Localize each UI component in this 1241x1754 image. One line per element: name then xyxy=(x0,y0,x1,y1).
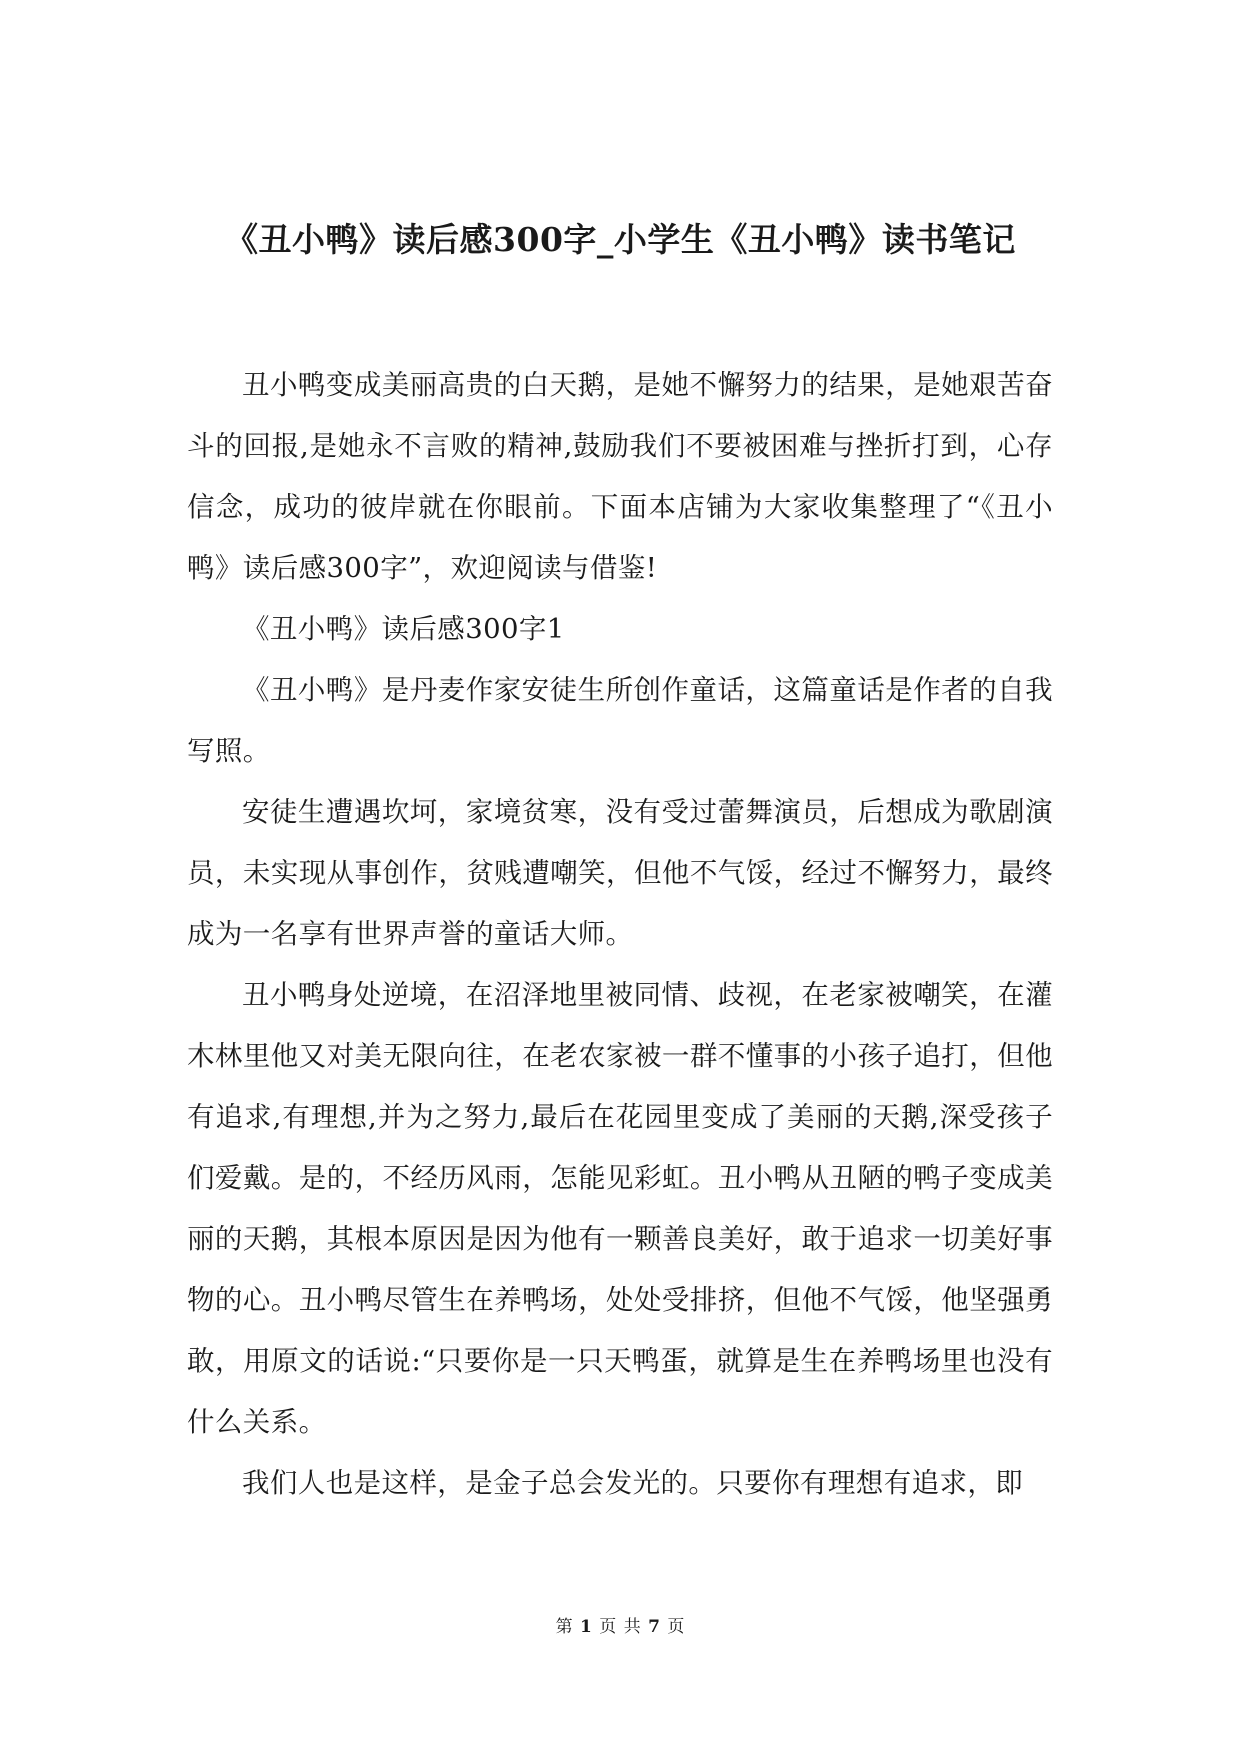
paragraph-lesson: 我们人也是这样，是金子总会发光的。只要你有理想有追求，即 xyxy=(242,1467,1024,1499)
footer-prefix: 第 xyxy=(555,1617,574,1637)
paragraph-about-author: 《丑小鸭》是丹麦作家安徒生所创作童话，这篇童话是作者的自我写照。 xyxy=(187,674,1053,767)
footer-middle: 页 共 xyxy=(599,1617,642,1637)
paragraph-author-life: 安徒生遭遇坎坷，家境贫寒，没有受过蕾舞演员，后想成为歌剧演员，未实现从事创作，贫贱遭嘲笑，但他不气馁，经过不懈努力，最终成为一名享有世界声誉的童话大师。 xyxy=(187,796,1053,950)
paragraph-duckling-story: 丑小鸭身处逆境，在沼泽地里被同情、歧视，在老家被嘲笑，在灌木林里他又对美无限向往，在老农家被一群不懂事的小孩子追打，但他有追求,有理想,并为之努力,最后在花园里变成了美丽的天鹅,深受孩子们爱戴。是的，不经历风雨，怎能见彩虹。丑小鸭从丑陋的鸭子变成美丽的天鹅，其根本原因是因为他有一颗善良美好，敢于追求一切美好事物的心。丑小鸭尽管生在养鸭场，处处受排挤，但他不气馁，他坚强勇敢，用原文的话说:“只要你是一只天鸭蛋，就算是生在养鸭场里也没有什么关系。 xyxy=(187,979,1053,1438)
document-body xyxy=(187,355,1053,1514)
document-title: 《丑小鸭》读后感300字_小学生《丑小鸭》读书笔记 xyxy=(225,220,1016,259)
footer-suffix: 页 xyxy=(667,1617,686,1637)
current-page-number: 1 xyxy=(580,1617,593,1637)
page-footer xyxy=(0,1615,1241,1639)
total-pages-number: 7 xyxy=(648,1617,661,1637)
section-heading: 《丑小鸭》读后感300字1 xyxy=(242,613,565,645)
paragraph-intro: 丑小鸭变成美丽高贵的白天鹅，是她不懈努力的结果，是她艰苦奋斗的回报,是她永不言败的精神,鼓励我们不要被困难与挫折打到，心存信念，成功的彼岸就在你眼前。下面本店铺为大家收集整理了“《丑小鸭》读后感300字”，欢迎阅读与借鉴! xyxy=(187,369,1053,584)
